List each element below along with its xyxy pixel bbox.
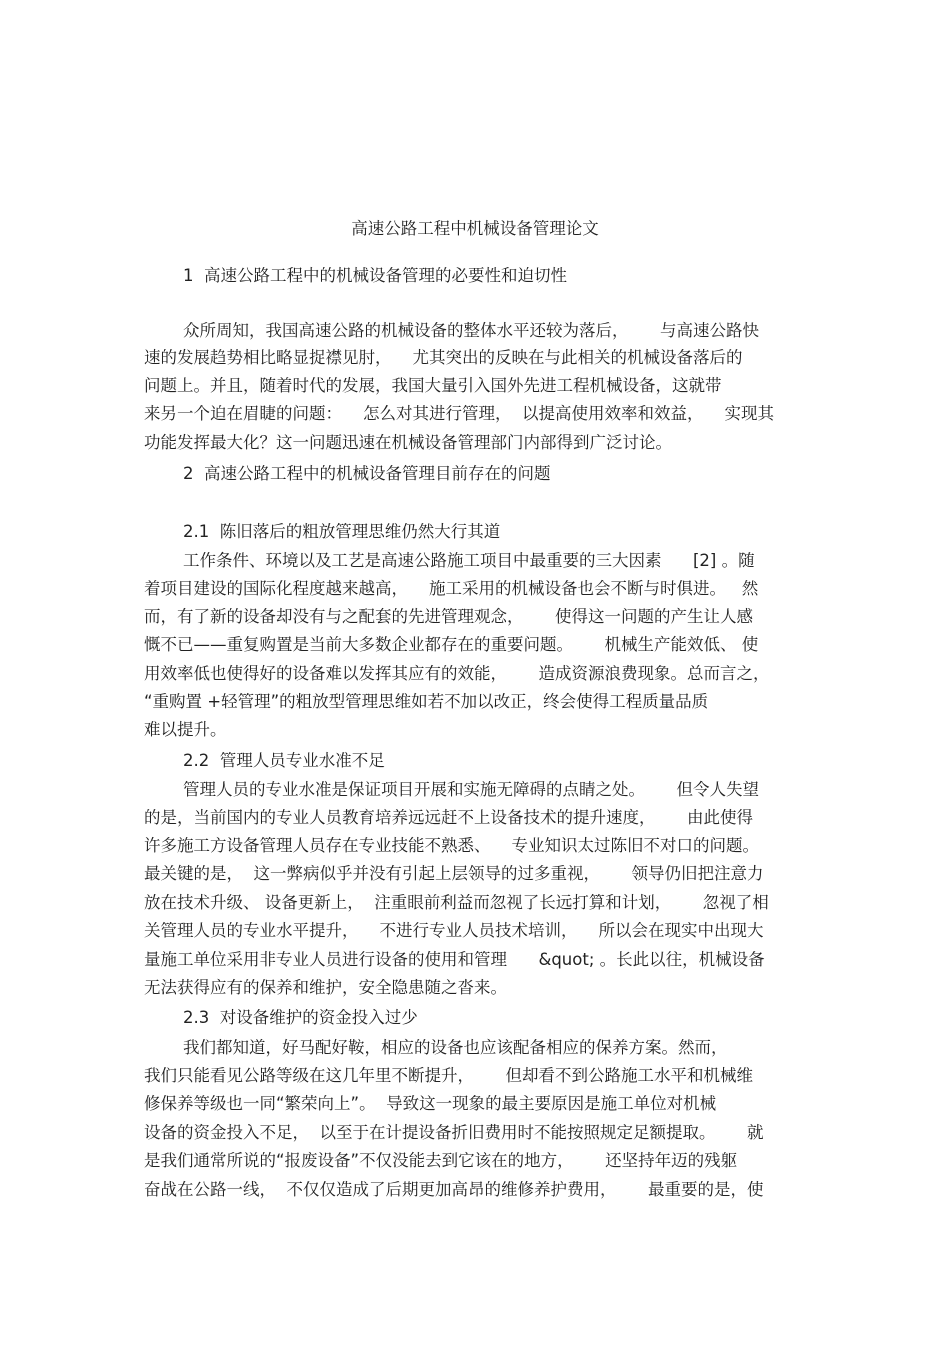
paragraph-line: 最关键的是， 这一弊病似乎并没有引起上层领导的过多重视， 领导仍旧把注意力 [144, 864, 764, 883]
paragraph-line: 关管理人员的专业水平提升， 不进行专业人员技术培训， 所以会在现实中出现大 [144, 921, 764, 940]
paragraph-line: 着项目建设的国际化程度越来越高， 施工采用的机械设备也会不断与时俱进。 然 [144, 579, 759, 598]
heading-section-2-3: 2.3 对设备维护的资金投入过少 [183, 1008, 418, 1027]
heading-section-2-1: 2.1 陈旧落后的粗放管理思维仍然大行其道 [183, 522, 501, 541]
paragraph-line: 来另一个迫在眉睫的问题： 怎么对其进行管理， 以提高使用效率和效益， 实现其 [144, 404, 774, 423]
paragraph-line: 的是，当前国内的专业人员教育培养远远赶不上设备技术的提升速度， 由此使得 [144, 808, 753, 827]
paragraph-line: 量施工单位采用非专业人员进行设备的使用和管理 &quot; 。长此以往，机械设备 [144, 950, 765, 969]
paragraph-line: 速的发展趋势相比略显捉襟见肘， 尤其突出的反映在与此相关的机械设备落后的 [144, 348, 743, 367]
paragraph-line: “重购置 +轻管理”的粗放型管理思维如若不加以改正，终会使得工程质量品质 [144, 692, 709, 711]
paragraph-line: 难以提升。 [144, 720, 227, 739]
paragraph-line: 放在技术升级、 设备更新上， 注重眼前利益而忽视了长远打算和计划， 忽视了相 [144, 893, 769, 912]
paragraph-line: 无法获得应有的保养和维护，安全隐患随之沓来。 [144, 978, 507, 997]
paragraph-line: 是我们通常所说的“报废设备”不仅没能去到它该在的地方， 还坚持年迈的残躯 [144, 1151, 738, 1170]
paragraph-line: 慨不已——重复购置是当前大多数企业都存在的重要问题。 机械生产能效低、 使 [144, 635, 759, 654]
paragraph-line: 众所周知，我国高速公路的机械设备的整体水平还较为落后， 与高速公路快 [183, 321, 759, 340]
paragraph-line: 用效率低也使得好的设备难以发挥其应有的效能， 造成资源浪费现象。总而言之， [144, 664, 770, 683]
paragraph-line: 我们只能看见公路等级在这几年里不断提升， 但却看不到公路施工水平和机械维 [144, 1066, 753, 1085]
heading-section-2: 2 高速公路工程中的机械设备管理目前存在的问题 [183, 464, 551, 483]
paragraph-line: 问题上。并且，随着时代的发展，我国大量引入国外先进工程机械设备，这就带 [144, 376, 722, 395]
paragraph-line: 功能发挥最大化？这一问题迅速在机械设备管理部门内部得到广泛讨论。 [144, 433, 672, 452]
heading-section-1: 1 高速公路工程中的机械设备管理的必要性和迫切性 [183, 266, 567, 285]
paragraph-line: 我们都知道，好马配好鞍，相应的设备也应该配备相应的保养方案。然而， [183, 1038, 728, 1057]
paragraph-line: 设备的资金投入不足， 以至于在计提设备折旧费用时不能按照规定足额提取。 就 [144, 1123, 764, 1142]
paragraph-line: 管理人员的专业水准是保证项目开展和实施无障碍的点睛之处。 但令人失望 [183, 780, 759, 799]
heading-section-2-2: 2.2 管理人员专业水准不足 [183, 751, 385, 770]
paragraph-line: 工作条件、环境以及工艺是高速公路施工项目中最重要的三大因素 [2] 。随 [183, 551, 755, 570]
paragraph-line: 奋战在公路一线， 不仅仅造成了后期更加高昂的维修养护费用， 最重要的是，使 [144, 1180, 764, 1199]
paragraph-line: 许多施工方设备管理人员存在专业技能不熟悉、 专业知识太过陈旧不对口的问题。 [144, 836, 759, 855]
paragraph-line: 修保养等级也一同“繁荣向上”。 导致这一现象的最主要原因是施工单位对机械 [144, 1094, 717, 1113]
document-title: 高速公路工程中机械设备管理论文 [351, 219, 599, 238]
paragraph-line: 而，有了新的设备却没有与之配套的先进管理观念， 使得这一问题的产生让人感 [144, 607, 753, 626]
